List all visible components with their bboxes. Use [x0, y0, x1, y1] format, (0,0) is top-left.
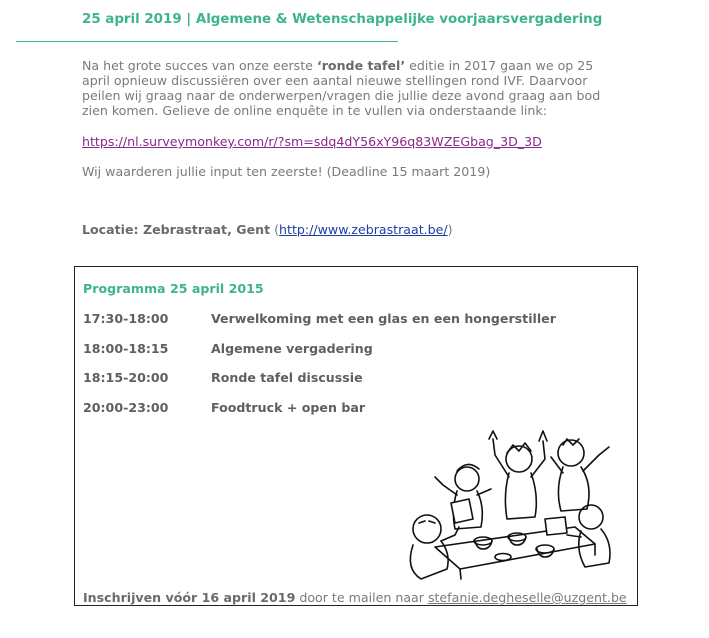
program-box	[74, 266, 638, 606]
intro-text-start: Na het grote succes van onze eerste	[82, 58, 317, 73]
program-desc: Foodtruck + open bar	[211, 400, 366, 415]
intro-bold-text: ‘ronde tafel’	[316, 58, 406, 73]
intro-text-end: editie in 2017 gaan we op 25 april opnieuw discussiëren over een aantal nieuwe stellingen rond IVF. Daarvoor peilen wij graag naar de onderwerpen/vragen die jullie deze avond graag aan bod zien komen. Gelieve de online enquête in te vullen via onderstaande link:	[82, 58, 601, 118]
program-title: Programma 25 april 2015	[83, 281, 264, 296]
meeting-cartoon-illustration	[395, 419, 615, 584]
intro-paragraph	[82, 58, 622, 118]
location-line	[82, 222, 453, 237]
program-desc: Algemene vergadering	[211, 341, 373, 356]
registration-middle-text: door te mailen naar	[295, 590, 428, 605]
location-link[interactable]: http://www.zebrastraat.be/	[279, 222, 448, 237]
program-time: 18:00-18:15	[83, 341, 169, 356]
location-label: Locatie: Zebrastraat, Gent	[82, 222, 271, 237]
program-row	[83, 400, 365, 415]
registration-line	[83, 590, 627, 605]
title-divider	[16, 41, 398, 42]
page-title: 25 april 2019 | Algemene & Wetenschappelijke voorjaarsvergadering	[82, 12, 603, 27]
thanks-text: Wij waarderen jullie input ten zeerste! (Deadline 15 maart 2019)	[82, 164, 491, 179]
location-open-paren: (	[270, 222, 280, 237]
program-desc: Verwelkoming met een glas en een hongerstiller	[211, 311, 556, 326]
registration-email-link[interactable]: stefanie.degheselle@uzgent.be	[427, 590, 627, 605]
program-time: 18:15-20:00	[83, 370, 169, 385]
program-row	[83, 311, 556, 326]
survey-link[interactable]: https://nl.surveymonkey.com/r/?sm=sdq4dY56xY96q83WZEGbag_3D_3D	[82, 134, 542, 149]
location-close-paren: )	[447, 222, 453, 237]
program-time: 20:00-23:00	[83, 400, 169, 415]
program-row	[83, 341, 373, 356]
program-row	[83, 370, 363, 385]
program-desc: Ronde tafel discussie	[211, 370, 363, 385]
program-time: 17:30-18:00	[83, 311, 169, 326]
registration-deadline: Inschrijven vóór 16 april 2019	[83, 590, 296, 605]
